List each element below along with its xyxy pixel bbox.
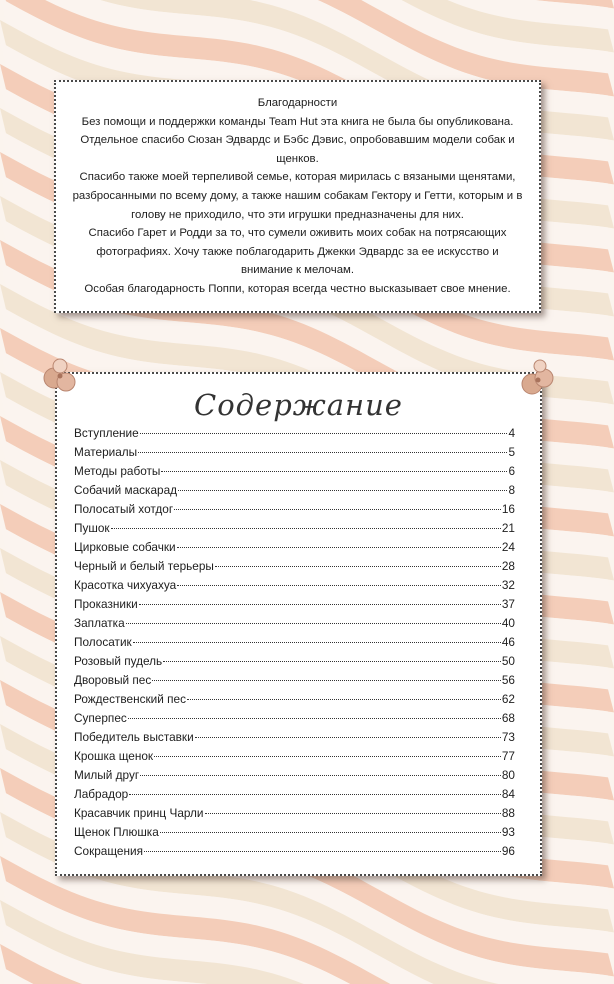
toc-leader-dots xyxy=(215,566,501,567)
toc-leader-dots xyxy=(126,623,501,624)
toc-entry-label: Розовый пудель xyxy=(74,654,163,668)
toc-entry-label: Методы работы xyxy=(74,464,161,478)
toc-list xyxy=(74,426,515,863)
toc-leader-dots xyxy=(129,794,501,795)
toc-entry[interactable] xyxy=(74,730,515,749)
toc-entry-page: 28 xyxy=(501,559,515,573)
toc-entry-page: 40 xyxy=(501,616,515,630)
toc-entry-label: Полосатик xyxy=(74,635,132,649)
toc-title: Содержание xyxy=(194,388,403,422)
toc-entry[interactable] xyxy=(74,483,515,502)
toc-entry[interactable] xyxy=(74,540,515,559)
toc-entry[interactable] xyxy=(74,445,515,464)
toc-leader-dots xyxy=(111,528,501,529)
table-of-contents-card xyxy=(55,372,542,876)
toc-entry[interactable] xyxy=(74,616,515,635)
toc-leader-dots xyxy=(160,832,501,833)
toc-leader-dots xyxy=(177,547,501,548)
toc-entry-page: 77 xyxy=(501,749,515,763)
toc-entry-label: Собачий маскарад xyxy=(74,483,178,497)
toc-entry[interactable] xyxy=(74,597,515,616)
toc-entry[interactable] xyxy=(74,426,515,445)
toc-entry-label: Лабрадор xyxy=(74,787,129,801)
toc-leader-dots xyxy=(163,661,501,662)
toc-entry-label: Заплатка xyxy=(74,616,125,630)
toc-entry-page: 21 xyxy=(501,521,515,535)
toc-entry[interactable] xyxy=(74,673,515,692)
toc-entry-page: 56 xyxy=(501,673,515,687)
toc-entry-label: Щенок Плюшка xyxy=(74,825,159,839)
toc-entry-label: Сокращения xyxy=(74,844,143,858)
toc-entry-page: 37 xyxy=(501,597,515,611)
acknowledgements-paragraph: Спасибо также моей терпеливой семье, которая мирилась с вязаными щенятами, разбросанными по всему дому, а также нашим собакам Гектору и Гетти, которым и в голову не приходило, что эти игрушки предназначены для них. xyxy=(72,171,523,221)
toc-entry-label: Красавчик принц Чарли xyxy=(74,806,204,820)
toc-entry-page: 80 xyxy=(501,768,515,782)
toc-leader-dots xyxy=(177,585,501,586)
toc-leader-dots xyxy=(174,509,501,510)
toc-entry[interactable] xyxy=(74,464,515,483)
toc-entry[interactable] xyxy=(74,787,515,806)
toc-entry-page: 32 xyxy=(501,578,515,592)
toc-entry[interactable] xyxy=(74,502,515,521)
toc-leader-dots xyxy=(140,433,508,434)
toc-entry-label: Дворовый пес xyxy=(74,673,152,687)
toc-entry-page: 88 xyxy=(501,806,515,820)
toc-entry-page: 50 xyxy=(501,654,515,668)
toc-entry-page: 5 xyxy=(508,445,515,459)
toc-entry-page: 73 xyxy=(501,730,515,744)
toc-entry-label: Суперпес xyxy=(74,711,127,725)
toc-entry-label: Черный и белый терьеры xyxy=(74,559,214,573)
toc-entry-page: 46 xyxy=(501,635,515,649)
toc-entry[interactable] xyxy=(74,692,515,711)
toc-entry-label: Вступление xyxy=(74,426,139,440)
toc-entry-label: Победитель выставки xyxy=(74,730,194,744)
toc-entry-page: 62 xyxy=(501,692,515,706)
toc-entry[interactable] xyxy=(74,559,515,578)
toc-entry[interactable] xyxy=(74,578,515,597)
toc-entry[interactable] xyxy=(74,844,515,863)
toc-leader-dots xyxy=(154,756,501,757)
toc-entry-label: Полосатый хотдог xyxy=(74,502,174,516)
toc-entry-page: 96 xyxy=(501,844,515,858)
flower-ornament-right-icon xyxy=(516,356,560,400)
toc-entry-page: 84 xyxy=(501,787,515,801)
toc-entry-label: Крошка щенок xyxy=(74,749,154,763)
toc-entry-label: Красотка чихуахуа xyxy=(74,578,177,592)
toc-leader-dots xyxy=(161,471,507,472)
toc-entry[interactable] xyxy=(74,521,515,540)
toc-entry-label: Милый друг xyxy=(74,768,140,782)
toc-leader-dots xyxy=(138,452,507,453)
toc-leader-dots xyxy=(178,490,507,491)
toc-entry[interactable] xyxy=(74,711,515,730)
toc-leader-dots xyxy=(140,775,501,776)
toc-entry-page: 68 xyxy=(501,711,515,725)
toc-entry-page: 93 xyxy=(501,825,515,839)
toc-entry-page: 8 xyxy=(508,483,515,497)
acknowledgements-heading: Благодарности xyxy=(257,97,338,109)
acknowledgements-card xyxy=(54,80,541,313)
toc-entry[interactable] xyxy=(74,806,515,825)
toc-entry-label: Пушок xyxy=(74,521,110,535)
toc-leader-dots xyxy=(139,604,501,605)
toc-entry-label: Проказники xyxy=(74,597,138,611)
toc-entry[interactable] xyxy=(74,768,515,787)
toc-leader-dots xyxy=(152,680,501,681)
acknowledgements-paragraph: Спасибо Гарет и Родди за то, что сумели оживить моих собак на потрясающих фотографиях. Хочу также поблагодарить Джекки Эдвардс за ее искусство и внимание к мелочам. xyxy=(88,227,507,277)
flower-ornament-left-icon xyxy=(40,352,82,396)
toc-entry-page: 24 xyxy=(501,540,515,554)
toc-leader-dots xyxy=(128,718,501,719)
acknowledgements-paragraph: Без помощи и поддержки команды Team Hut эта книга не была бы опубликована. Отдельное спасибо Сюзан Эдвардс и Бэбс Дэвис, опробовавшим модели собак и щенков. xyxy=(80,115,515,165)
toc-leader-dots xyxy=(187,699,501,700)
toc-entry[interactable] xyxy=(74,654,515,673)
toc-entry-label: Цирковые собачки xyxy=(74,540,176,554)
toc-entry-page: 16 xyxy=(501,502,515,516)
toc-entry-page: 4 xyxy=(508,426,515,440)
toc-entry-label: Рождественский пес xyxy=(74,692,186,706)
toc-entry-label: Материалы xyxy=(74,445,138,459)
toc-entry-page: 6 xyxy=(508,464,515,478)
toc-entry[interactable] xyxy=(74,825,515,844)
toc-entry[interactable] xyxy=(74,749,515,768)
acknowledgements-text xyxy=(70,94,525,299)
toc-leader-dots xyxy=(144,851,501,852)
toc-leader-dots xyxy=(195,737,501,738)
toc-leader-dots xyxy=(205,813,501,814)
acknowledgements-paragraph: Особая благодарность Поппи, которая всегда честно высказывает свое мнение. xyxy=(84,282,511,295)
toc-entry[interactable] xyxy=(74,635,515,654)
toc-leader-dots xyxy=(133,642,501,643)
